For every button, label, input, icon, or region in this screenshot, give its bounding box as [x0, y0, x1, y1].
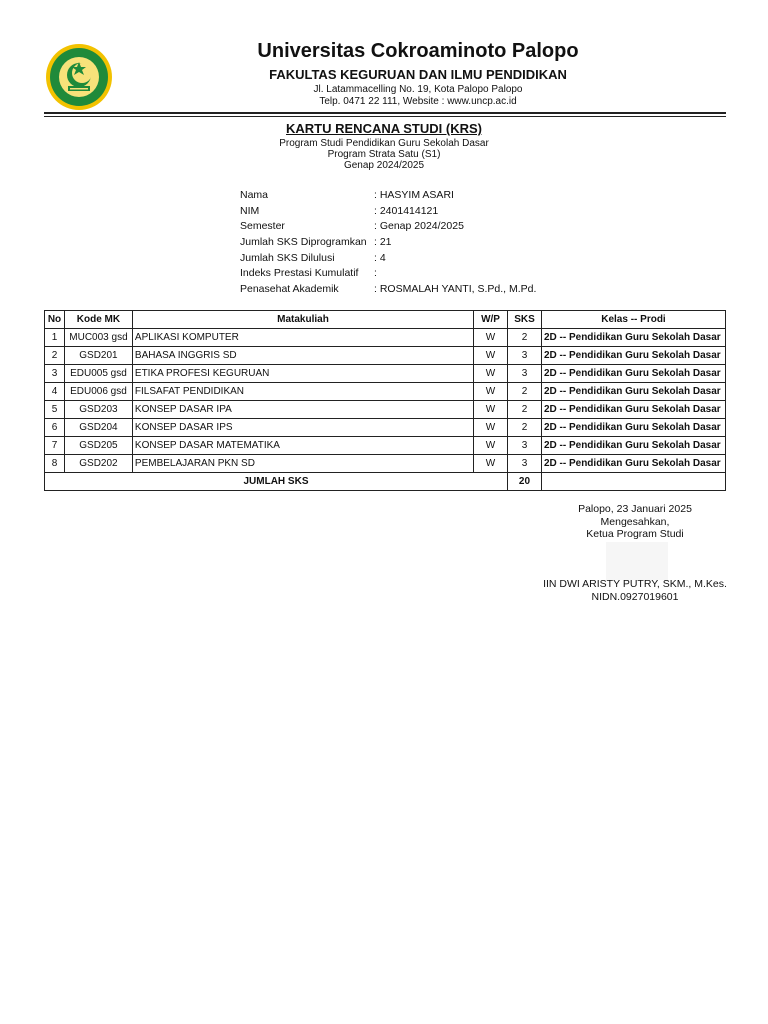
cell-sks: 3	[508, 437, 542, 455]
cell-wp: W	[474, 437, 508, 455]
info-label: Penasehat Akademik	[240, 283, 339, 296]
header-divider-thin	[44, 116, 726, 117]
signatory-role: Ketua Program Studi	[586, 528, 684, 540]
university-name: Universitas Cokroaminoto Palopo	[257, 40, 579, 62]
col-header-matakuliah: Matakuliah	[132, 311, 473, 329]
info-row	[240, 220, 536, 236]
cell-kelas: 2D -- Pendidikan Guru Sekolah Dasar	[541, 329, 725, 347]
contact-info: Telp. 0471 22 111, Website : www.uncp.ac.id	[319, 96, 517, 107]
cell-sks: 2	[508, 383, 542, 401]
academic-term: Genap 2024/2025	[343, 160, 425, 171]
cell-kelas: 2D -- Pendidikan Guru Sekolah Dasar	[541, 347, 725, 365]
col-header-sks: SKS	[508, 311, 542, 329]
info-value: : ROSMALAH YANTI, S.Pd., M.Pd.	[374, 283, 537, 296]
info-row	[240, 283, 536, 299]
cell-no: 7	[45, 437, 65, 455]
total-label: JUMLAH SKS	[45, 473, 508, 491]
info-label: Jumlah SKS Dilulusi	[240, 251, 335, 264]
col-header-kelas: Kelas -- Prodi	[541, 311, 725, 329]
cell-wp: W	[474, 383, 508, 401]
info-label: Jumlah SKS Diprogramkan	[240, 236, 367, 249]
signature-block	[540, 503, 730, 541]
cell-kode: EDU005 gsd	[64, 365, 132, 383]
cell-kelas: 2D -- Pendidikan Guru Sekolah Dasar	[541, 383, 725, 401]
cell-wp: W	[474, 347, 508, 365]
cell-matakuliah: APLIKASI KOMPUTER	[132, 329, 473, 347]
cell-no: 3	[45, 365, 65, 383]
cell-kode: GSD201	[64, 347, 132, 365]
cell-sks: 2	[508, 419, 542, 437]
cell-matakuliah: FILSAFAT PENDIDIKAN	[132, 383, 473, 401]
cell-kode: EDU006 gsd	[64, 383, 132, 401]
cell-wp: W	[474, 365, 508, 383]
cell-wp: W	[474, 329, 508, 347]
cell-sks: 2	[508, 329, 542, 347]
course-table	[44, 310, 726, 491]
info-value: :	[374, 267, 377, 280]
table-row	[45, 347, 726, 365]
info-row	[240, 267, 536, 283]
cell-kelas: 2D -- Pendidikan Guru Sekolah Dasar	[541, 401, 725, 419]
info-value: : 21	[374, 236, 392, 249]
cell-matakuliah: BAHASA INGGRIS SD	[132, 347, 473, 365]
cell-no: 8	[45, 455, 65, 473]
table-total-row	[45, 473, 726, 491]
cell-kode: GSD202	[64, 455, 132, 473]
cell-kelas: 2D -- Pendidikan Guru Sekolah Dasar	[541, 419, 725, 437]
cell-no: 4	[45, 383, 65, 401]
cell-matakuliah: KONSEP DASAR MATEMATIKA	[132, 437, 473, 455]
cell-kelas: 2D -- Pendidikan Guru Sekolah Dasar	[541, 437, 725, 455]
table-row	[45, 437, 726, 455]
info-row	[240, 252, 536, 268]
cell-matakuliah: KONSEP DASAR IPS	[132, 419, 473, 437]
student-info	[240, 189, 536, 299]
address: Jl. Latammacelling No. 19, Kota Palopo Palopo	[313, 84, 523, 95]
info-value: : HASYIM ASARI	[374, 189, 454, 201]
cell-sks: 3	[508, 455, 542, 473]
info-label: Nama	[240, 189, 269, 201]
total-sks: 20	[508, 473, 542, 491]
study-program: Program Studi Pendidikan Guru Sekolah Dasar	[279, 138, 489, 149]
table-row	[45, 419, 726, 437]
info-label: NIM	[240, 204, 260, 217]
info-label: Semester	[240, 220, 285, 233]
info-value: : Genap 2024/2025	[374, 220, 464, 233]
cell-matakuliah: KONSEP DASAR IPA	[132, 401, 473, 419]
table-row	[45, 455, 726, 473]
cell-kelas: 2D -- Pendidikan Guru Sekolah Dasar	[541, 455, 725, 473]
cell-sks: 3	[508, 347, 542, 365]
info-value: : 2401414121	[374, 204, 439, 217]
cell-kode: MUC003 gsd	[64, 329, 132, 347]
info-label: Indeks Prestasi Kumulatif	[240, 267, 359, 280]
cell-sks: 3	[508, 365, 542, 383]
place-date: Palopo, 23 Januari 2025	[578, 503, 692, 515]
cell-no: 1	[45, 329, 65, 347]
col-header-kode: Kode MK	[64, 311, 132, 329]
table-header-row	[45, 311, 726, 329]
table-row	[45, 329, 726, 347]
cell-no: 5	[45, 401, 65, 419]
cell-no: 2	[45, 347, 65, 365]
table-row	[45, 365, 726, 383]
info-row	[240, 236, 536, 252]
signatory-name: IIN DWI ARISTY PUTRY, SKM., M.Kes.	[543, 578, 727, 590]
faculty-name: FAKULTAS KEGURUAN DAN ILMU PENDIDIKAN	[269, 67, 567, 82]
cell-kode: GSD205	[64, 437, 132, 455]
total-blank	[541, 473, 725, 491]
cell-kode: GSD203	[64, 401, 132, 419]
cell-kelas: 2D -- Pendidikan Guru Sekolah Dasar	[541, 365, 725, 383]
cell-kode: GSD204	[64, 419, 132, 437]
cell-matakuliah: PEMBELAJARAN PKN SD	[132, 455, 473, 473]
signatory-nidn: NIDN.0927019601	[591, 590, 679, 603]
approval-text: Mengesahkan,	[600, 515, 670, 528]
signature-image	[606, 542, 668, 580]
table-row	[45, 401, 726, 419]
cell-wp: W	[474, 419, 508, 437]
cell-no: 6	[45, 419, 65, 437]
program-level: Program Strata Satu (S1)	[327, 149, 441, 160]
col-header-no: No	[45, 311, 65, 329]
cell-matakuliah: ETIKA PROFESI KEGURUAN	[132, 365, 473, 383]
signatory	[540, 578, 730, 603]
info-value: : 4	[374, 251, 386, 264]
cell-wp: W	[474, 401, 508, 419]
cell-wp: W	[474, 455, 508, 473]
info-row	[240, 205, 536, 221]
header-divider	[44, 112, 726, 114]
col-header-wp: W/P	[474, 311, 508, 329]
table-row	[45, 383, 726, 401]
document-title: KARTU RENCANA STUDI (KRS)	[286, 121, 482, 136]
info-row	[240, 189, 536, 205]
cell-sks: 2	[508, 401, 542, 419]
